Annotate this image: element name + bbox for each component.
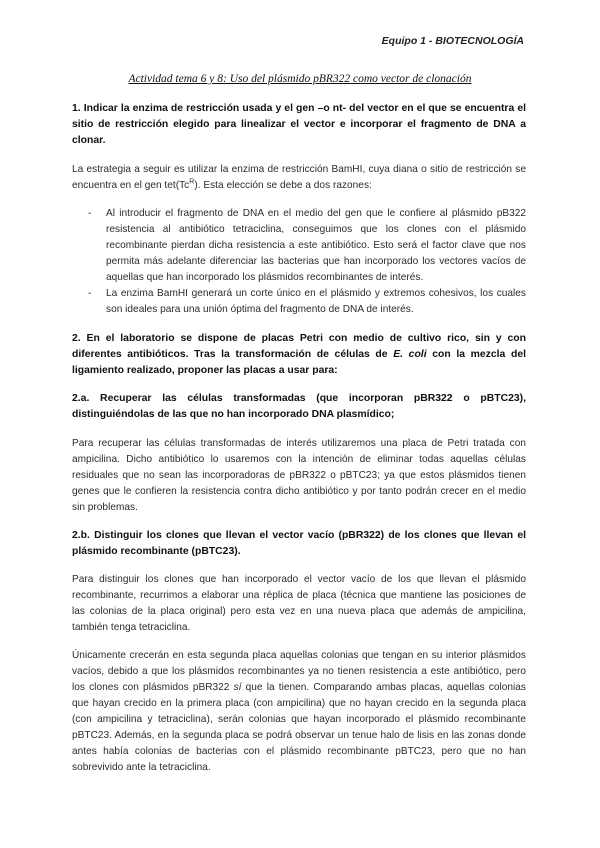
question-2a-heading: 2.a. Recuperar las células transformadas (que incorporan pBR322 o pBTC23), distinguiéndolas de las que no han incorporado DNA plasmídico; [72, 393, 526, 421]
bullet-dash: - [88, 207, 92, 219]
list-item: - Al introducir el fragmento de DNA en el medio del gen que le confiere al plásmido pB322 resistencia al antibiótico tetraciclina, conseguimos que los clones con el plásmido recombinante pierdan dicha resistencia a este antibiótico. Esto será el factor clave que nos permita más adelante diferenciar las bacterias que han incorporado los vectores vacíos de aquellas que han incorporado los plásmidos recombinantes de interés. [88, 207, 526, 283]
question-2a-answer: Para recuperar las células transformadas de interés utilizaremos una placa de Petri tratada con ampicilina. Dicho antibiótico lo usaremos con la intención de eliminar todas aquellas células residuales que no sean las incorporadoras de pBR322 o pBTC23; ya que estos plásmidos tienen genes que le confieren la resistencia contra dicho antibiótico y por tanto podrán crecer en el medio sin problemas. [72, 437, 526, 513]
document-body [72, 101, 526, 776]
question-2-heading: 2. En el laboratorio se dispone de placas Petri con medio de cultivo rico, sin y con diferentes antibióticos. Tras la transformación de células de E. coli con la mezcla del ligamiento realizado, proponer las placas a usar para: [72, 332, 526, 377]
question-2b-answer-2: Únicamente crecerán en esta segunda placa aquellas colonias que tengan en su interior plásmidos vacíos, debido a que los plásmidos recombinantes ya no tienen resistencia a este antibiótico, pero los clones con plásmidos pBR322 sí que la tienen. Comparando ambas placas, aquellas colonias que hayan crecido en la primera placa (con ampicilina) que no hayan crecido en la segunda placa (con ampicilina y tetraciclina), serán colonias que hayan incorporado el plásmido recombinante pBTC23. Además, en la segunda placa se podrá observar un tenue halo de lisis en las zonas donde antes había colonias de bacterias con el plásmido recombinante pBTC23, pero que no han sobrevivido ante la tetraciclina. [72, 650, 526, 774]
document-title: Actividad tema 6 y 8: Uso del plásmido pBR322 como vector de clonación [128, 73, 472, 85]
bullet-dash: - [88, 287, 92, 299]
reasons-list [72, 206, 526, 318]
question-2b-heading: 2.b. Distinguir los clones que llevan el vector vacío (pBR322) de los clones que llevan el plásmido recombinante (pBTC23). [72, 529, 526, 557]
question-1-heading: 1. Indicar la enzima de restricción usada y el gen –o nt- del vector en el que se encuentra el sitio de restricción elegido para linealizar el vector e incorporar el fragmento de DNA a clonar. [72, 103, 526, 147]
page-header: Equipo 1 - BIOTECNOLOGÍA [381, 35, 524, 47]
resistance-superscript: R [189, 178, 195, 186]
species-name: E. coli [393, 348, 427, 360]
list-item: - La enzima BamHI generará un corte único en el plásmido y extremos cohesivos, los cuales son ideales para una unión óptima del fragmento de DNA de interés. [88, 287, 526, 315]
question-2b-answer-1: Para distinguir los clones que han incorporado el vector vacío de los que llevan el plásmido recombinante, recurrimos a elaborar una réplica de placa (técnica que mantiene las posiciones de las colonias de la placa original) pero esta vez en una nueva placa que además de ampicilina, también tenga tetraciclina. [72, 574, 526, 634]
question-1-intro: La estrategia a seguir es utilizar la enzima de restricción BamHI, cuya diana o sitio de restricción se encuentra en el gen $tet(Tc^R)$. Esta elección se debe a dos razones: [72, 163, 526, 191]
